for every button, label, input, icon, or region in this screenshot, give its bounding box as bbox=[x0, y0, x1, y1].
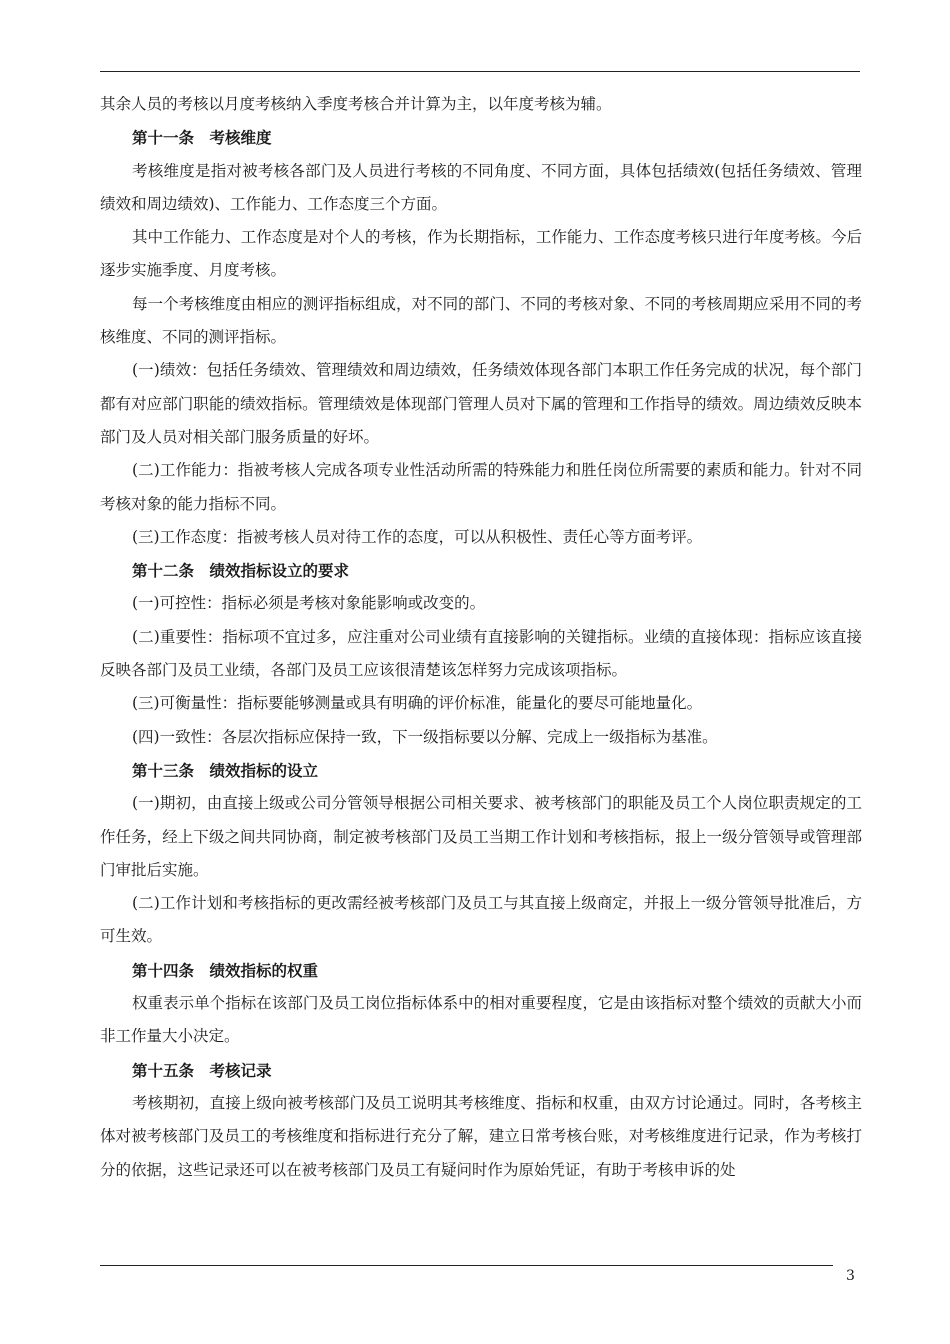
paragraph: (二)重要性：指标项不宜过多，应注重对公司业绩有直接影响的关键指标。业绩的直接体现：指标应该直接反映各部门及员工业绩，各部门及员工应该很清楚该怎样努力完成该项指标。 bbox=[100, 627, 862, 680]
article-heading: 第十二条 绩效指标设立的要求 bbox=[132, 561, 350, 581]
paragraph: 权重表示单个指标在该部门及员工岗位指标体系中的相对重要程度，它是由该指标对整个绩效的贡献大小而非工作量大小决定。 bbox=[100, 994, 862, 1046]
paragraph: (三)工作态度：指被考核人员对待工作的态度，可以从积极性、责任心等方面考评。 bbox=[132, 527, 703, 546]
article-heading: 第十四条 绩效指标的权重 bbox=[132, 960, 319, 980]
header-rule bbox=[100, 71, 860, 72]
paragraph: (一)期初，由直接上级或公司分管领导根据公司相关要求、被考核部门的职能及员工个人岗位职责规定的工作任务，经上下级之间共同协商，制定被考核部门及员工当期工作计划和考核指标，报上一级分管领导或管理部门审批后实施。 bbox=[100, 794, 862, 879]
paragraph: 其余人员的考核以月度考核纳入季度考核合并计算为主，以年度考核为辅。 bbox=[100, 95, 612, 113]
footer-rule bbox=[100, 1265, 833, 1266]
document-body bbox=[100, 88, 862, 1187]
paragraph: 每一个考核维度由相应的测评指标组成，对不同的部门、不同的考核对象、不同的考核周期应采用不同的考核维度、不同的测评指标。 bbox=[100, 294, 862, 347]
article-heading: 第十五条 考核记录 bbox=[132, 1060, 272, 1080]
paragraph: (三)可衡量性：指标要能够测量或具有明确的评价标准，能量化的要尽可能地量化。 bbox=[132, 694, 703, 713]
paragraph: (一)绩效：包括任务绩效、管理绩效和周边绩效，任务绩效体现各部门本职工作任务完成的状况，每个部门都有对应部门职能的绩效指标。管理绩效是体现部门管理人员对下属的管理和工作指导的绩效。周边绩效反映本部门及人员对相关部门服务质量的好坏。 bbox=[100, 361, 862, 446]
article-heading: 第十三条 绩效指标的设立 bbox=[132, 760, 319, 780]
paragraph: (二)工作能力：指被考核人完成各项专业性活动所需的特殊能力和胜任岗位所需要的素质和能力。针对不同考核对象的能力指标不同。 bbox=[100, 461, 862, 513]
paragraph: 考核维度是指对被考核各部门及人员进行考核的不同角度、不同方面，具体包括绩效(包括任务绩效、管理绩效和周边绩效)、工作能力、工作态度三个方面。 bbox=[100, 161, 862, 213]
article-heading: 第十一条 考核维度 bbox=[132, 128, 272, 148]
paragraph: 其中工作能力、工作态度是对个人的考核，作为长期指标，工作能力、工作态度考核只进行年度考核。今后逐步实施季度、月度考核。 bbox=[100, 228, 862, 280]
paragraph: (一)可控性：指标必须是考核对象能影响或改变的。 bbox=[132, 594, 486, 613]
page-number: 3 bbox=[846, 1268, 855, 1284]
paragraph: 考核期初，直接上级向被考核部门及员工说明其考核维度、指标和权重，由双方讨论通过。同时，各考核主体对被考核部门及员工的考核维度和指标进行充分了解，建立日常考核台账，对考核维度进行记录，作为考核打分的依据，这些记录还可以在被考核部门及员工有疑问时作为原始凭证，有助于考核申诉的处 bbox=[100, 1093, 862, 1179]
paragraph: (二)工作计划和考核指标的更改需经被考核部门及员工与其直接上级商定，并报上一级分管领导批准后，方可生效。 bbox=[100, 894, 862, 946]
paragraph: (四)一致性：各层次指标应保持一致，下一级指标要以分解、完成上一级指标为基准。 bbox=[132, 727, 718, 746]
